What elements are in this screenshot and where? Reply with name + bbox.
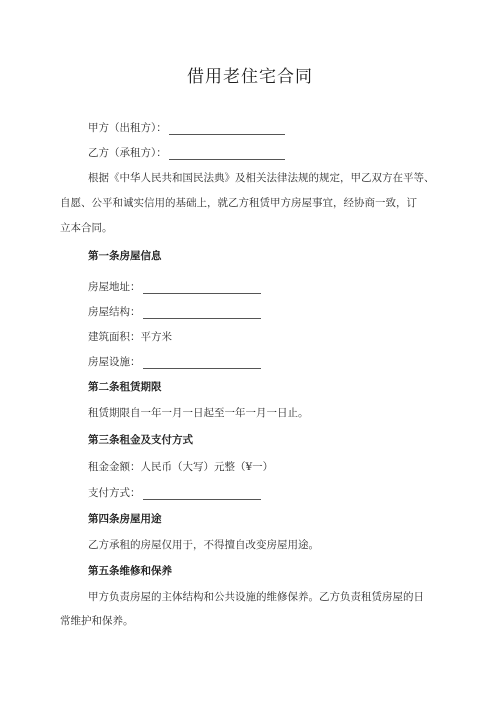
payment-blank xyxy=(143,488,261,500)
address-line xyxy=(88,280,261,294)
document-title: 借用老住宅合同 xyxy=(187,67,313,87)
preamble-line-3: 立本合同。 xyxy=(60,222,113,234)
structure-line xyxy=(88,305,261,319)
term-line: 租赁期限自一年一月一日起至一年一月一日止。 xyxy=(88,407,309,419)
preamble-line-2: 自愿、公平和诚实信用的基础上，就乙方租赁甲方房屋事宜，经协商一致，订 xyxy=(60,197,417,209)
preamble-line-1: 根据《中华人民共和国民法典》及相关法律法规的规定，甲乙双方在平等、 xyxy=(88,172,435,184)
use-line: 乙方承租的房屋仅用于，不得擅自改变房屋用途。 xyxy=(88,539,319,551)
party-a-blank xyxy=(169,123,285,135)
party-b-line xyxy=(88,146,285,160)
area-line: 建筑面积：平方米 xyxy=(88,331,172,343)
party-a-line xyxy=(88,121,285,135)
rent-line: 租金金额：人民币（大写）元整（¥一） xyxy=(88,461,274,473)
facilities-blank xyxy=(143,357,261,369)
maintenance-line-2: 常维护和保养。 xyxy=(60,615,134,627)
structure-label: 房屋结构： xyxy=(88,306,141,318)
party-b-label: 乙方（承租方）： xyxy=(88,147,167,159)
article-3-heading: 第三条租金及支付方式 xyxy=(88,434,193,446)
party-a-label: 甲方（出租方）： xyxy=(88,122,167,134)
payment-line xyxy=(88,486,261,500)
party-b-blank xyxy=(169,148,285,160)
facilities-label: 房屋设施： xyxy=(88,356,141,368)
maintenance-line-1: 甲方负责房屋的主体结构和公共设施的维修保养。乙方负责租赁房屋的日 xyxy=(88,591,424,603)
address-blank xyxy=(143,282,261,294)
structure-blank xyxy=(143,307,261,319)
article-4-heading: 第四条房屋用途 xyxy=(88,513,162,525)
article-1-heading: 第一条房屋信息 xyxy=(88,250,162,262)
payment-label: 支付方式： xyxy=(88,487,141,499)
address-label: 房屋地址： xyxy=(88,281,141,293)
facilities-line xyxy=(88,355,261,369)
article-2-heading: 第二条租赁期限 xyxy=(88,381,162,393)
article-5-heading: 第五条维修和保养 xyxy=(88,565,172,577)
